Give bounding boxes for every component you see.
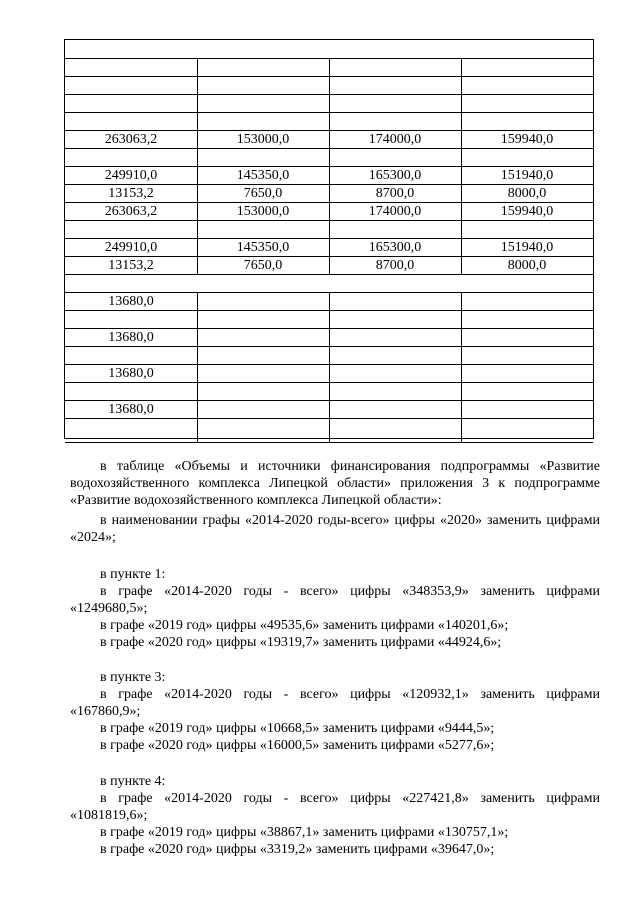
table-cell bbox=[461, 293, 593, 310]
table-cell: 151940,0 bbox=[500, 167, 554, 183]
table-cell bbox=[461, 311, 593, 328]
table-cell bbox=[65, 347, 197, 364]
section-1-item-2019: в графе «2019 год» цифры «49535,6» заменить цифрами «140201,6»; bbox=[100, 618, 509, 633]
table-cell bbox=[329, 95, 461, 112]
section-1-item-total: в графе «2014-2020 годы - всего» цифры «348353,9» заменить цифрами «1249680,5»; bbox=[70, 584, 600, 616]
table-cell bbox=[197, 329, 329, 346]
table-row bbox=[65, 77, 593, 95]
table-row bbox=[65, 311, 593, 329]
table-cell bbox=[65, 40, 197, 58]
table-cell bbox=[329, 347, 461, 364]
table-cell bbox=[329, 40, 461, 58]
table-cell bbox=[197, 275, 329, 292]
table-cell: 159940,0 bbox=[500, 131, 554, 147]
table-cell bbox=[65, 95, 197, 112]
table-cell bbox=[461, 383, 593, 400]
table-cell bbox=[197, 347, 329, 364]
table-cell: 165300,0 bbox=[368, 167, 422, 183]
section-3-item-2020: в графе «2020 год» цифры «16000,5» заменить цифрами «5277,6»; bbox=[100, 738, 495, 753]
table-cell bbox=[197, 293, 329, 310]
table-row bbox=[65, 293, 593, 311]
table-cell: 153000,0 bbox=[236, 131, 290, 147]
table-row bbox=[65, 275, 593, 293]
table-row bbox=[65, 419, 593, 443]
table-row bbox=[65, 113, 593, 131]
table-row bbox=[65, 401, 593, 419]
table-row bbox=[65, 239, 593, 257]
table-row bbox=[65, 383, 593, 401]
section-4-item-2019: в графе «2019 год» цифры «38867,1» заменить цифрами «130757,1»; bbox=[100, 825, 509, 840]
table-row bbox=[65, 257, 593, 275]
section-1-heading: в пункте 1: bbox=[100, 567, 166, 582]
table-cell bbox=[461, 113, 593, 130]
table-cell bbox=[461, 40, 593, 58]
table-row bbox=[65, 365, 593, 383]
table-cell bbox=[197, 221, 329, 238]
table-row bbox=[65, 221, 593, 239]
table-cell bbox=[329, 311, 461, 328]
table-cell bbox=[197, 95, 329, 112]
table-cell bbox=[197, 383, 329, 400]
section-3-heading: в пункте 3: bbox=[100, 670, 166, 685]
table-cell: 165300,0 bbox=[368, 239, 422, 255]
table-cell bbox=[65, 77, 197, 94]
table-cell bbox=[197, 311, 329, 328]
table-cell bbox=[329, 365, 461, 382]
table-cell bbox=[461, 347, 593, 364]
section-4-heading: в пункте 4: bbox=[100, 774, 166, 789]
section-1-item-2020: в графе «2020 год» цифры «19319,7» заменить цифрами «44924,6»; bbox=[100, 635, 502, 650]
table-cell: 13680,0 bbox=[108, 329, 154, 345]
financing-table bbox=[64, 39, 594, 439]
table-row bbox=[65, 40, 593, 59]
table-cell bbox=[461, 149, 593, 166]
table-cell: 8000,0 bbox=[507, 185, 547, 201]
table-cell: 153000,0 bbox=[236, 203, 290, 219]
table-cell bbox=[65, 311, 197, 328]
table-cell: 8700,0 bbox=[375, 185, 415, 201]
table-cell bbox=[65, 149, 197, 166]
table-cell: 13153,2 bbox=[108, 185, 154, 201]
table-cell bbox=[461, 77, 593, 94]
table-cell bbox=[329, 329, 461, 346]
table-row bbox=[65, 131, 593, 149]
table-cell: 145350,0 bbox=[236, 167, 290, 183]
table-row bbox=[65, 59, 593, 77]
table-cell: 13680,0 bbox=[108, 401, 154, 417]
table-cell bbox=[329, 149, 461, 166]
table-cell bbox=[329, 401, 461, 418]
table-cell bbox=[461, 401, 593, 418]
table-cell bbox=[197, 149, 329, 166]
table-row bbox=[65, 329, 593, 347]
table-cell bbox=[65, 113, 197, 130]
paragraph-table-intro: в таблице «Объемы и источники финансирования подпрограммы «Развитие водохозяйственного комплекса Липецкой области» приложения 3 к подпрограмме «Развитие водохозяйственного комплекса Липецкой области»: bbox=[70, 459, 600, 508]
table-cell: 249910,0 bbox=[104, 167, 158, 183]
table-cell bbox=[329, 419, 461, 442]
table-row bbox=[65, 167, 593, 185]
table-cell bbox=[197, 365, 329, 382]
table-row bbox=[65, 203, 593, 221]
table-cell: 13153,2 bbox=[108, 257, 154, 273]
table-row bbox=[65, 347, 593, 365]
table-cell bbox=[461, 329, 593, 346]
table-cell bbox=[65, 383, 197, 400]
table-cell bbox=[461, 365, 593, 382]
section-4-item-2020: в графе «2020 год» цифры «3319,2» заменить цифрами «39647,0»; bbox=[100, 842, 495, 857]
table-cell bbox=[329, 113, 461, 130]
table-row bbox=[65, 149, 593, 167]
table-cell: 8700,0 bbox=[375, 257, 415, 273]
table-cell bbox=[461, 419, 593, 442]
table-row bbox=[65, 185, 593, 203]
table-cell: 174000,0 bbox=[368, 203, 422, 219]
table-cell: 249910,0 bbox=[104, 239, 158, 255]
table-cell bbox=[197, 419, 329, 442]
table-cell bbox=[329, 275, 461, 292]
paragraph-column-rename: в наименовании графы «2014-2020 годы-всего» цифры «2020» заменить цифрами «2024»; bbox=[70, 513, 600, 545]
table-cell bbox=[197, 40, 329, 58]
table-cell bbox=[329, 59, 461, 76]
table-cell bbox=[329, 383, 461, 400]
table-cell bbox=[329, 293, 461, 310]
section-3-item-total: в графе «2014-2020 годы - всего» цифры «120932,1» заменить цифрами «167860,9»; bbox=[70, 687, 600, 719]
table-cell: 7650,0 bbox=[243, 257, 283, 273]
table-cell: 151940,0 bbox=[500, 239, 554, 255]
table-cell: 13680,0 bbox=[108, 293, 154, 309]
table-cell bbox=[461, 59, 593, 76]
table-cell: 263063,2 bbox=[104, 203, 158, 219]
table-cell bbox=[197, 59, 329, 76]
table-cell bbox=[461, 95, 593, 112]
table-cell bbox=[461, 275, 593, 292]
table-cell: 13680,0 bbox=[108, 365, 154, 381]
table-cell bbox=[65, 221, 197, 238]
table-cell bbox=[197, 113, 329, 130]
section-3-item-2019: в графе «2019 год» цифры «10668,5» заменить цифрами «9444,5»; bbox=[100, 721, 495, 736]
table-cell bbox=[65, 419, 197, 442]
table-cell: 263063,2 bbox=[104, 131, 158, 147]
table-row bbox=[65, 95, 593, 113]
table-cell bbox=[65, 275, 197, 292]
table-cell bbox=[65, 59, 197, 76]
section-4-item-total: в графе «2014-2020 годы - всего» цифры «227421,8» заменить цифрами «1081819,6»; bbox=[70, 791, 600, 823]
table-cell: 145350,0 bbox=[236, 239, 290, 255]
table-cell bbox=[197, 77, 329, 94]
table-cell bbox=[197, 401, 329, 418]
table-cell: 174000,0 bbox=[368, 131, 422, 147]
table-cell: 8000,0 bbox=[507, 257, 547, 273]
table-cell bbox=[329, 77, 461, 94]
table-cell: 159940,0 bbox=[500, 203, 554, 219]
table-cell bbox=[461, 221, 593, 238]
table-cell: 7650,0 bbox=[243, 185, 283, 201]
table-cell bbox=[329, 221, 461, 238]
